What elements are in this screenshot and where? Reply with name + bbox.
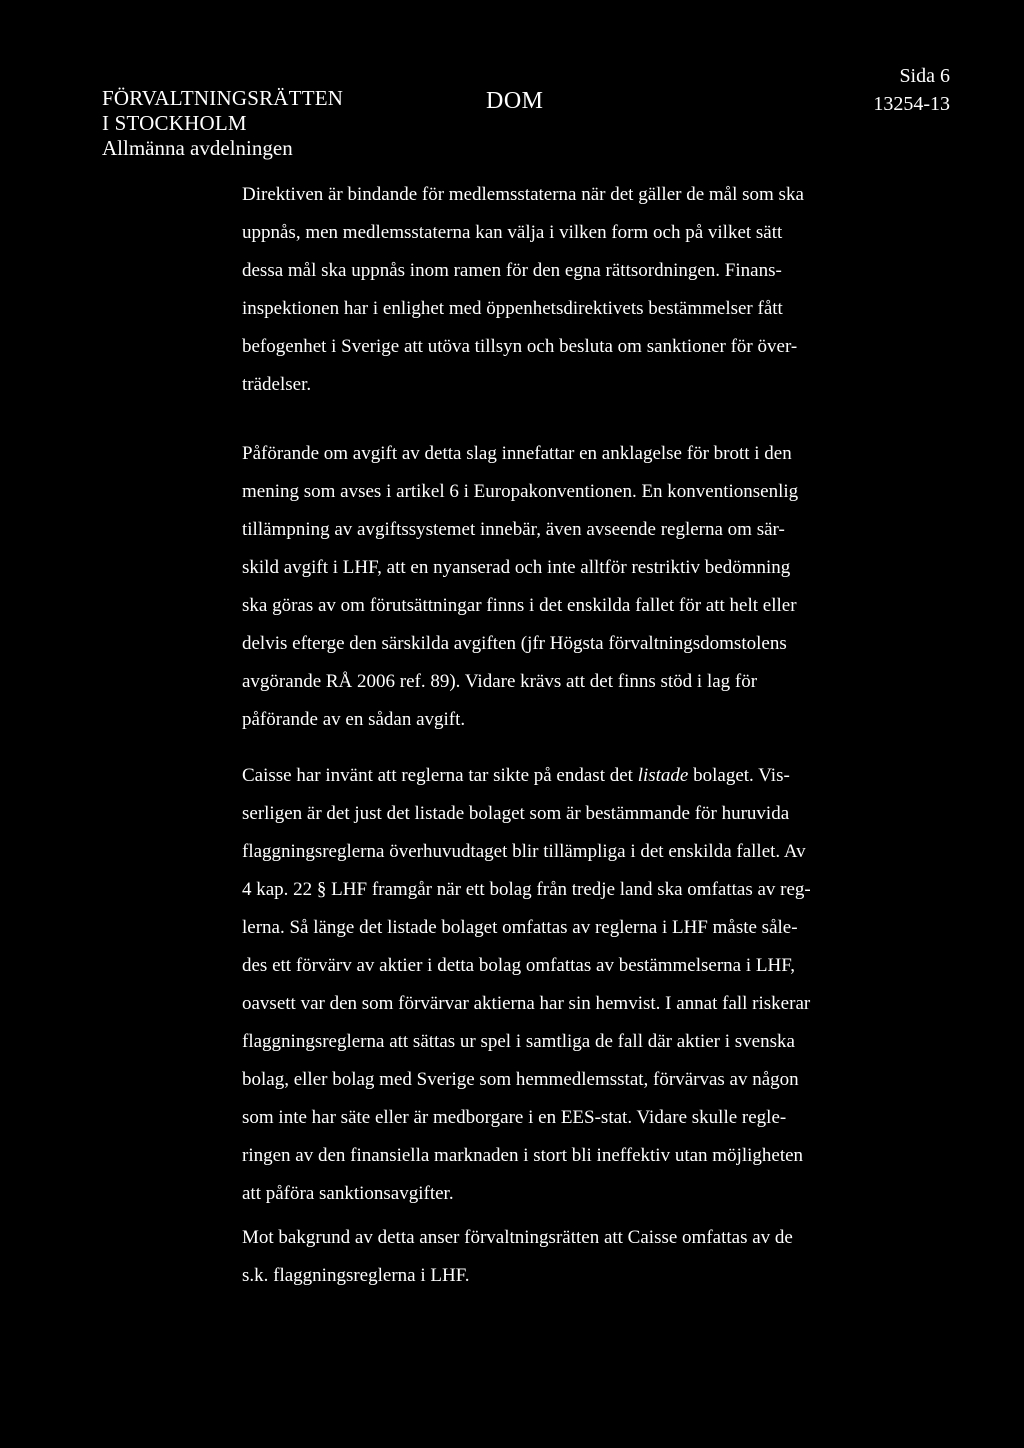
text-line: ska göras av om förutsättningar finns i det enskilda fallet för att helt eller	[242, 595, 797, 616]
text-line: flaggningsreglerna att sättas ur spel i samtliga de fall där aktier i svenska	[242, 1031, 795, 1052]
court-name-line2: I STOCKHOLM	[102, 111, 247, 135]
paragraph-fee-imposition	[242, 435, 852, 739]
document-type: DOM	[486, 88, 544, 114]
text-line: bolag, eller bolag med Sverige som hemmedlemsstat, förvärvas av någon	[242, 1069, 799, 1090]
text-line: mening som avses i artikel 6 i Europakonventionen. En konventionsenlig	[242, 481, 799, 502]
department-name: Allmänna avdelningen	[102, 136, 293, 160]
text-line: tillämpning av avgiftssystemet innebär, även avseende reglerna om sär-	[242, 519, 785, 540]
text-line: Mot bakgrund av detta anser förvaltningsrätten att Caisse omfattas av de	[242, 1227, 793, 1248]
text-line: skild avgift i LHF, att en nyanserad och inte alltför restriktiv bedömning	[242, 557, 791, 578]
text-line: ringen av den finansiella marknaden i stort bli ineffektiv utan möjligheten	[242, 1145, 804, 1166]
text-line: som inte har säte eller är medborgare i en EES-stat. Vidare skulle regle-	[242, 1107, 787, 1128]
text-line: 4 kap. 22 § LHF framgår när ett bolag från tredje land ska omfattas av reg-	[242, 879, 811, 900]
text-line: Påförande om avgift av detta slag innefattar en anklagelse för brott i den	[242, 443, 792, 464]
text-line: lerna. Så länge det listade bolaget omfattas av reglerna i LHF måste såle-	[242, 917, 798, 938]
text-line: dessa mål ska uppnås inom ramen för den egna rättsordningen. Finans-	[242, 260, 782, 281]
text-line	[242, 757, 852, 795]
case-number: 13254-13	[873, 93, 950, 115]
paragraph-conclusion	[242, 1219, 852, 1295]
paragraph-caisse-objection	[242, 757, 852, 1213]
text-segment: bolaget. Vis-	[688, 765, 790, 786]
text-line: inspektionen har i enlighet med öppenhetsdirektivets bestämmelser fått	[242, 298, 783, 319]
paragraph-directives	[242, 176, 852, 404]
text-line: flaggningsreglerna överhuvudtaget blir tillämpliga i det enskilda fallet. Av	[242, 841, 806, 862]
text-line: påförande av en sådan avgift.	[242, 709, 466, 730]
page-info	[873, 62, 950, 118]
text-line: des ett förvärv av aktier i detta bolag omfattas av bestämmelserna i LHF,	[242, 955, 795, 976]
court-header	[102, 86, 343, 161]
page-number: Sida 6	[899, 65, 950, 87]
text-line: att påföra sanktionsavgifter.	[242, 1183, 454, 1204]
text-segment: Caisse har invänt att reglerna tar sikte på endast det	[242, 765, 638, 786]
text-line: delvis efterge den särskilda avgiften (jfr Högsta förvaltningsdomstolens	[242, 633, 787, 654]
text-line: avgörande RÅ 2006 ref. 89). Vidare krävs att det finns stöd i lag för	[242, 671, 758, 692]
text-line: serligen är det just det listade bolaget som är bestämmande för huruvida	[242, 803, 790, 824]
text-line: s.k. flaggningsreglerna i LHF.	[242, 1265, 470, 1286]
text-line: oavsett var den som förvärvar aktierna har sin hemvist. I annat fall riskerar	[242, 993, 811, 1014]
court-name-line1: FÖRVALTNINGSRÄTTEN	[102, 86, 344, 110]
text-line: trädelser.	[242, 374, 312, 395]
text-line: befogenhet i Sverige att utöva tillsyn och besluta om sanktioner för över-	[242, 336, 798, 357]
text-line: uppnås, men medlemsstaterna kan välja i vilken form och på vilket sätt	[242, 222, 783, 243]
text-line: Direktiven är bindande för medlemsstaterna när det gäller de mål som ska	[242, 184, 804, 205]
emphasized-term: listade	[637, 765, 689, 786]
